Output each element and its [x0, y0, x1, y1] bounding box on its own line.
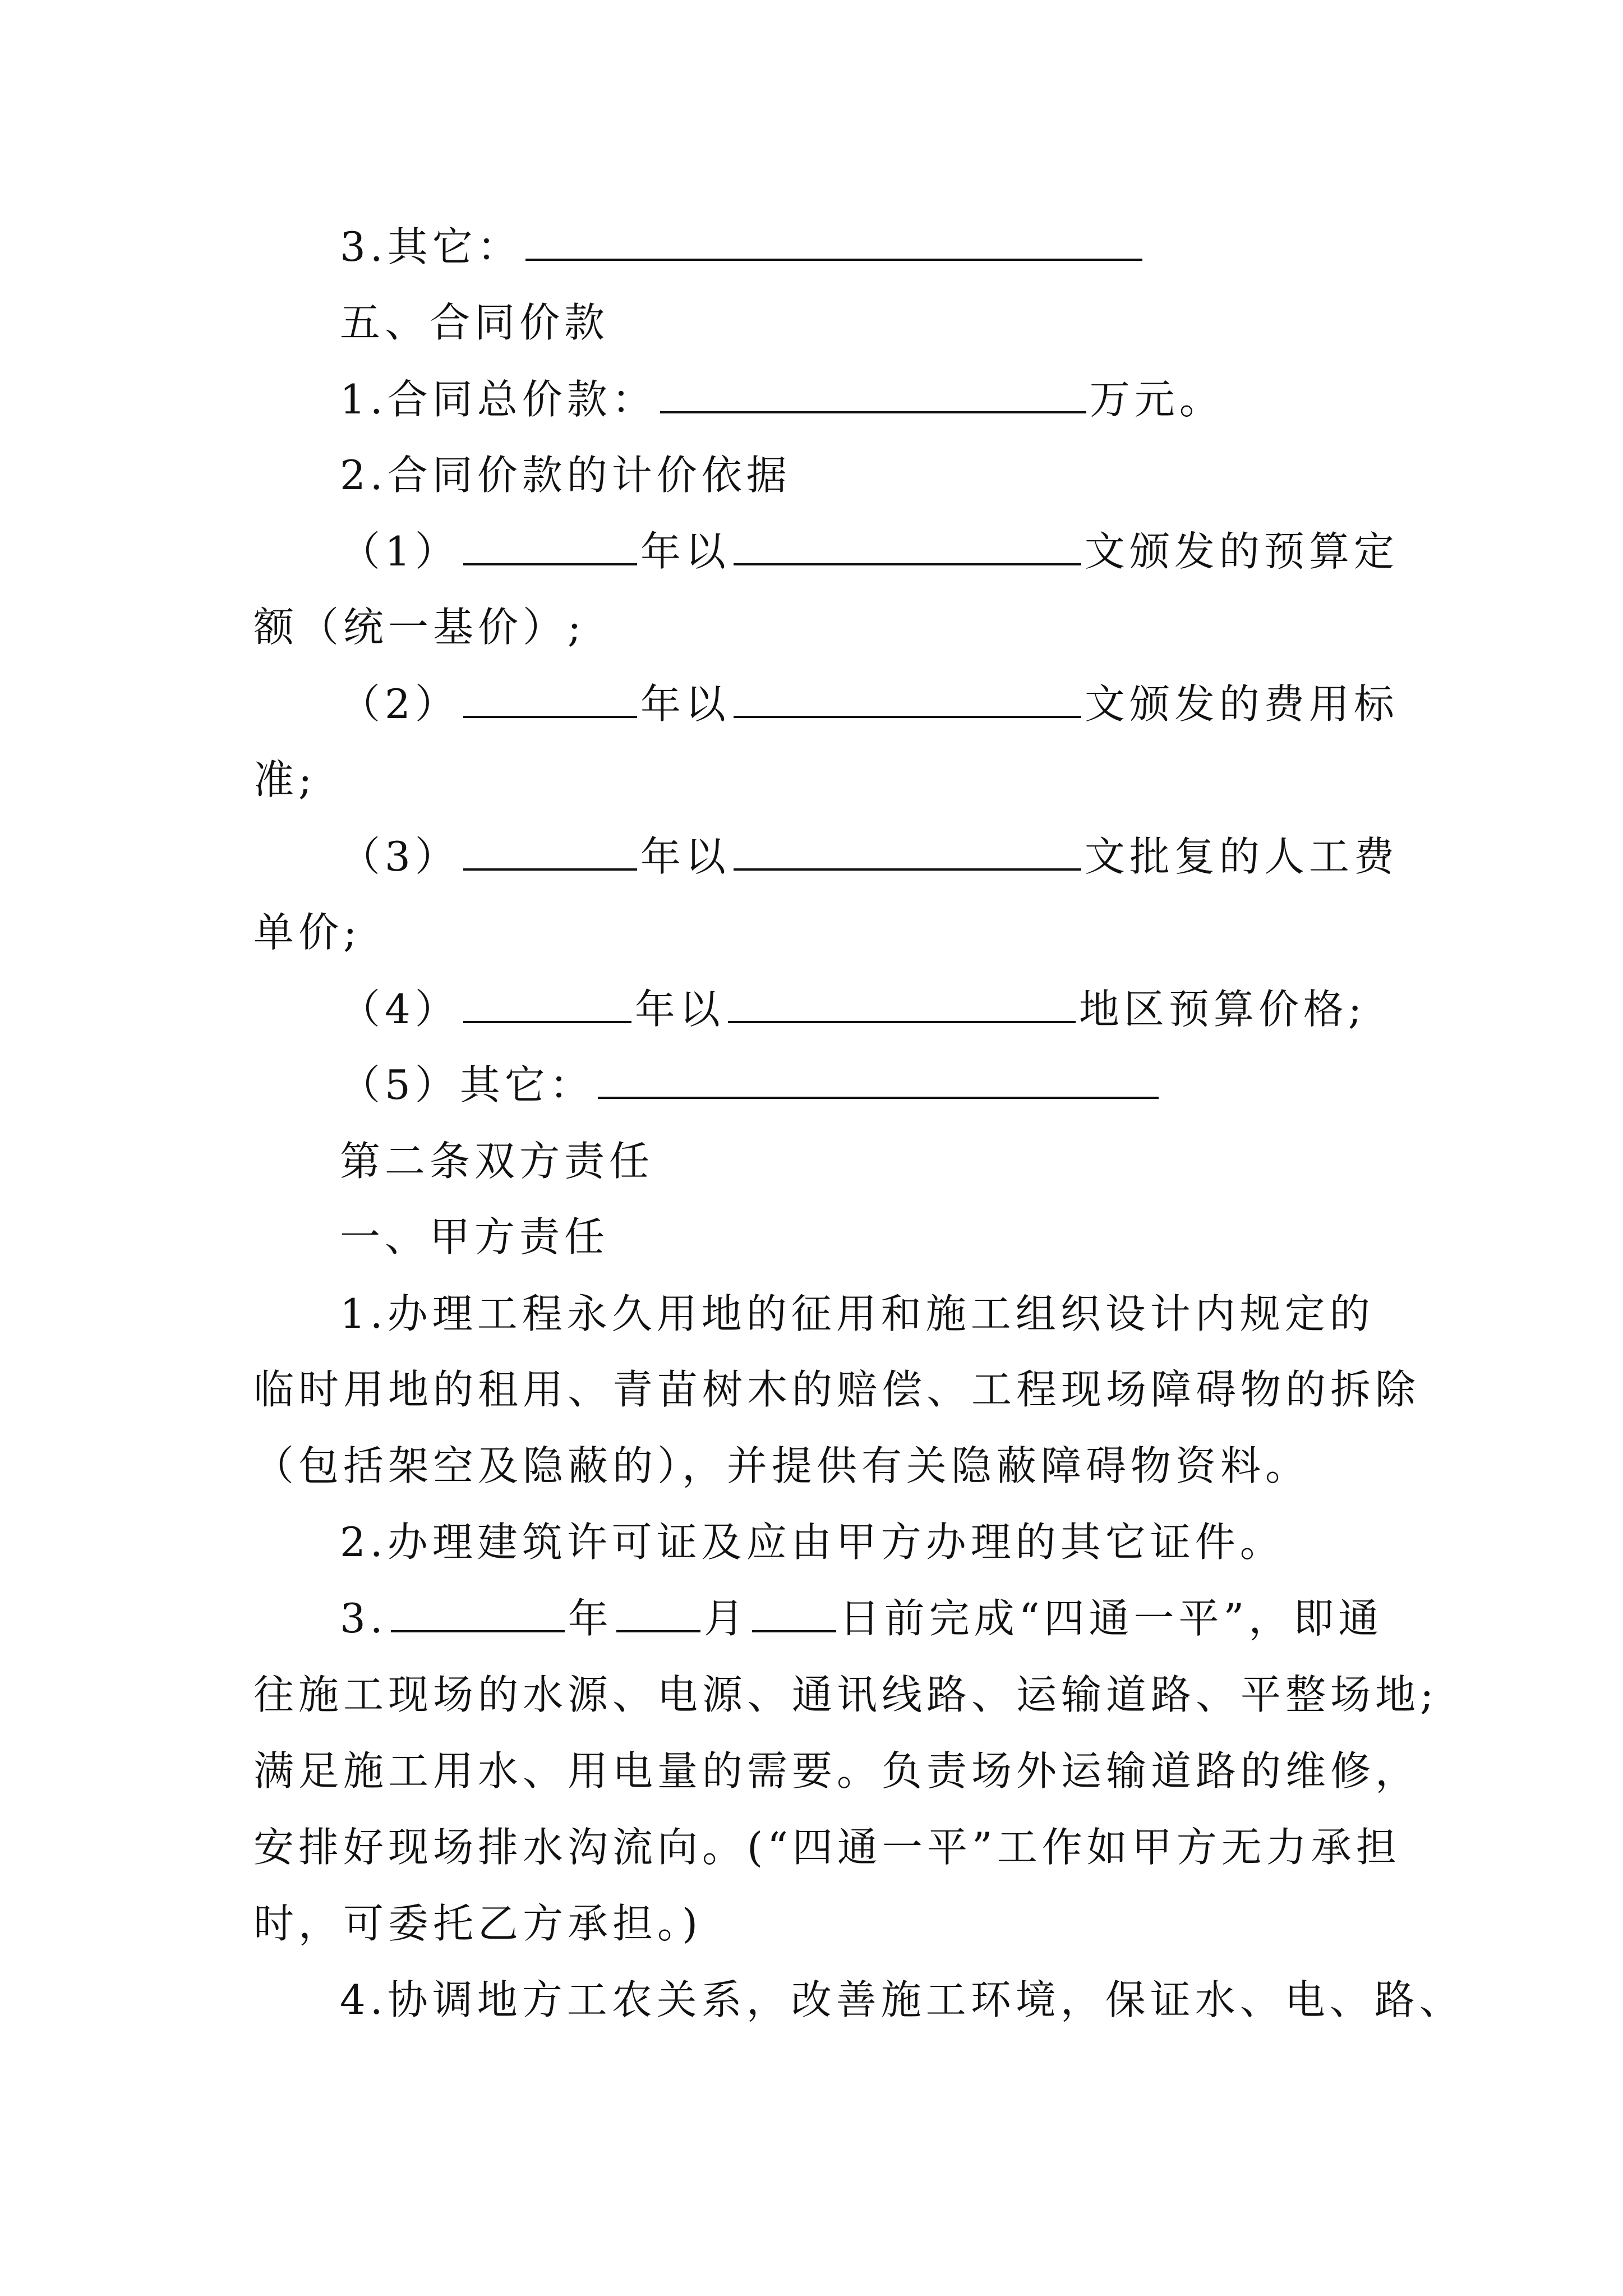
basis-item-1 — [340, 526, 1399, 577]
basis-item-3 — [340, 831, 1399, 882]
party-a-title: 一、甲方责任 — [340, 1213, 610, 1260]
duty-3-line-3: 满足施工用水、用电量的需要。负责场外运输道路的维修， — [253, 1747, 1421, 1795]
basis-year-blank[interactable] — [463, 682, 637, 718]
duty-3-day-text: 日前完成“四通一平”，即通 — [839, 1595, 1384, 1642]
duty-4: 4.协调地方工农关系，改善施工环境，保证水、电、路、 — [340, 1976, 1464, 2023]
basis-year-label: 年以 — [640, 528, 730, 575]
section5-title: 五、合同价款 — [340, 299, 610, 346]
duty-3-line-1 — [340, 1593, 1383, 1644]
total-price-blank[interactable] — [660, 378, 1086, 413]
basis-item-3-cont: 单价; — [253, 909, 362, 956]
duty-1-line-2: 临时用地的租用、青苗树木的赔偿、工程现场障碍物的拆除 — [253, 1366, 1421, 1413]
basis-doc-blank[interactable] — [734, 530, 1081, 565]
basis-item-num: （4） — [340, 986, 460, 1033]
basis-tail: 文颁发的费用标 — [1084, 680, 1399, 728]
total-price-line — [340, 374, 1224, 425]
basis-item-2-cont: 准; — [253, 756, 317, 803]
basis-tail: 文颁发的预算定 — [1084, 528, 1399, 575]
duty-3-year-label: 年 — [568, 1595, 613, 1642]
duty-3-line-4: 安排好现场排水沟流向。(“四通一平”工作如甲方无力承担 — [253, 1824, 1401, 1871]
basis-item-4 — [340, 984, 1366, 1034]
basis-tail: 地区预算价格; — [1078, 986, 1367, 1033]
duty-2: 2.办理建筑许可证及应由甲方办理的其它证件。 — [340, 1519, 1285, 1566]
basis-year-label: 年以 — [634, 986, 725, 1033]
duty-3-day-blank[interactable] — [752, 1596, 836, 1632]
basis-year-label: 年以 — [640, 833, 730, 880]
other-blank[interactable] — [525, 225, 1142, 261]
basis-item-5-label: （5）其它： — [340, 1061, 594, 1108]
basis-item-num: （3） — [340, 833, 460, 880]
basis-year-label: 年以 — [640, 680, 730, 728]
duty-3-month-label: 月 — [703, 1595, 749, 1642]
duty-3-line-5: 时，可委托乙方承担。) — [253, 1900, 703, 1947]
basis-item-5 — [340, 1060, 1162, 1110]
basis-year-blank[interactable] — [463, 530, 637, 565]
duty-3-num: 3. — [340, 1595, 388, 1642]
total-price-unit: 万元。 — [1089, 376, 1224, 423]
duty-3-year-blank[interactable] — [391, 1596, 565, 1632]
basis-title: 2.合同价款的计价依据 — [340, 452, 791, 499]
basis-other-blank[interactable] — [598, 1063, 1159, 1099]
basis-item-2 — [340, 679, 1399, 729]
duty-3-line-2: 往施工现场的水源、电源、通讯线路、运输道路、平整场地; — [253, 1671, 1438, 1718]
duty-1-line-1: 1.办理工程永久用地的征用和施工组织设计内规定的 — [340, 1290, 1375, 1337]
total-price-label: 1.合同总价款： — [340, 376, 657, 423]
basis-item-num: （1） — [340, 528, 460, 575]
duty-1-line-3: （包括架空及隐蔽的），并提供有关隐蔽障碍物资料。 — [253, 1442, 1311, 1489]
basis-doc-blank[interactable] — [728, 987, 1076, 1023]
basis-year-blank[interactable] — [463, 987, 631, 1023]
duty-3-month-blank[interactable] — [616, 1596, 700, 1632]
basis-doc-blank[interactable] — [734, 835, 1081, 871]
basis-item-1-cont: 额（统一基价）; — [253, 604, 586, 651]
basis-tail: 文批复的人工费 — [1084, 833, 1399, 880]
other-line — [340, 222, 1146, 272]
article-2-title: 第二条双方责任 — [340, 1138, 654, 1185]
basis-item-num: （2） — [340, 680, 460, 728]
other-label: 3.其它： — [340, 223, 522, 270]
basis-year-blank[interactable] — [463, 835, 637, 871]
basis-doc-blank[interactable] — [734, 682, 1081, 718]
